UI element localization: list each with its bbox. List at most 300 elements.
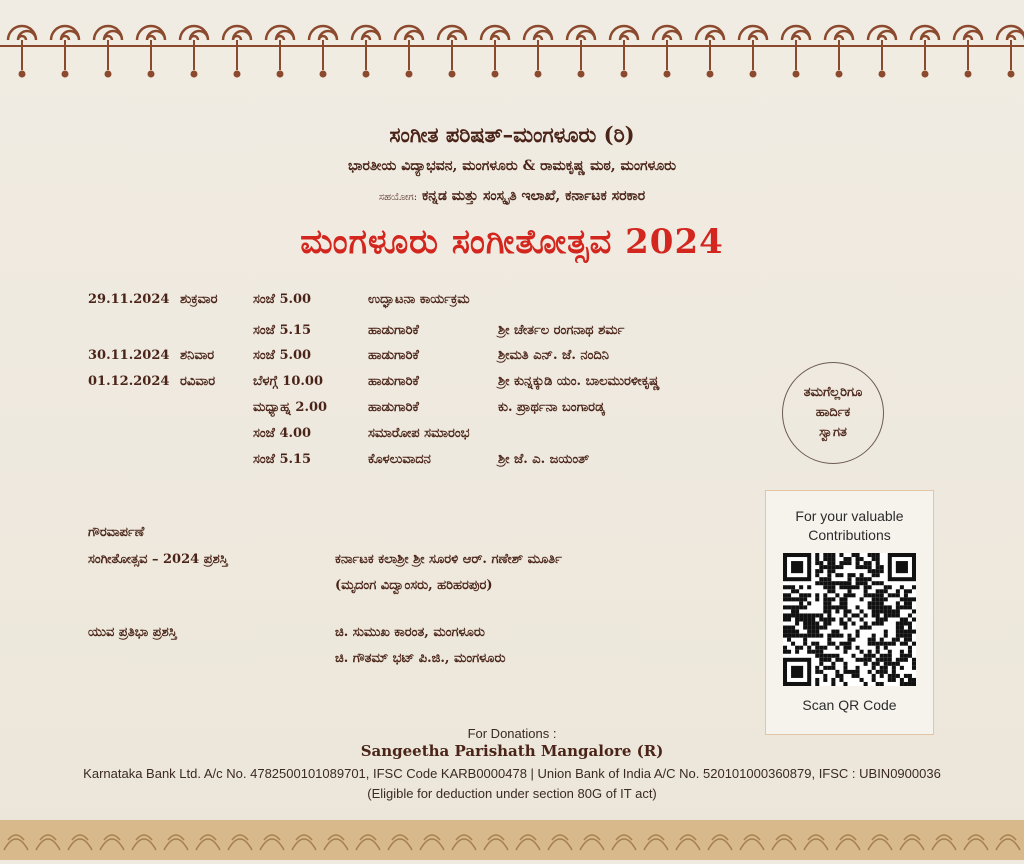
qr-module bbox=[819, 581, 823, 585]
qr-module bbox=[839, 674, 843, 678]
qr-module bbox=[795, 613, 799, 617]
qr-module bbox=[868, 601, 872, 605]
qr-module bbox=[811, 650, 815, 654]
qr-module bbox=[912, 658, 916, 662]
qr-module bbox=[876, 662, 880, 666]
qr-module bbox=[860, 678, 864, 682]
qr-module bbox=[864, 593, 868, 597]
qr-module bbox=[868, 593, 872, 597]
qr-module bbox=[896, 626, 900, 630]
schedule-event: ಕೊಳಲುವಾದನ bbox=[368, 452, 431, 467]
qr-module bbox=[815, 581, 819, 585]
qr-module bbox=[888, 654, 892, 658]
qr-module bbox=[791, 642, 795, 646]
schedule-event: ಸಮಾರೋಪ ಸಮಾರಂಭ bbox=[368, 426, 470, 441]
qr-module bbox=[839, 565, 843, 569]
bottom-motif bbox=[356, 835, 380, 850]
border-spiral bbox=[266, 26, 294, 40]
qr-module bbox=[900, 622, 904, 626]
qr-module bbox=[823, 593, 827, 597]
qr-module bbox=[815, 557, 819, 561]
qr-module bbox=[831, 630, 835, 634]
border-spiral bbox=[739, 26, 767, 40]
qr-module bbox=[819, 617, 823, 621]
qr-module bbox=[791, 605, 795, 609]
qr-module bbox=[815, 597, 819, 601]
qr-module bbox=[884, 630, 888, 634]
qr-module bbox=[839, 561, 843, 565]
border-spiral bbox=[137, 26, 165, 40]
schedule-date: 01.12.2024 bbox=[88, 374, 170, 389]
qr-module bbox=[880, 654, 884, 658]
qr-module bbox=[880, 617, 884, 621]
qr-module bbox=[868, 577, 872, 581]
qr-module bbox=[831, 666, 835, 670]
qr-module bbox=[900, 654, 904, 658]
border-dot bbox=[664, 71, 671, 78]
qr-finder bbox=[896, 561, 908, 573]
qr-module bbox=[908, 650, 912, 654]
qr-module bbox=[892, 642, 896, 646]
qr-module bbox=[803, 597, 807, 601]
qr-module bbox=[892, 638, 896, 642]
qr-module bbox=[815, 646, 819, 650]
qr-module bbox=[835, 674, 839, 678]
qr-module bbox=[843, 650, 847, 654]
qr-module bbox=[823, 557, 827, 561]
border-dot bbox=[449, 71, 456, 78]
qr-module bbox=[831, 553, 835, 557]
qr-module bbox=[843, 585, 847, 589]
qr-module bbox=[872, 605, 876, 609]
qr-module bbox=[876, 569, 880, 573]
award1-label: ಸಂಗೀತೋತ್ಸವ – 2024 ಪ್ರಶಸ್ತಿ bbox=[88, 552, 228, 567]
qr-module bbox=[815, 682, 819, 686]
qr-module bbox=[852, 638, 856, 642]
qr-module bbox=[880, 601, 884, 605]
qr-module bbox=[815, 630, 819, 634]
qr-module bbox=[827, 569, 831, 573]
qr-module bbox=[803, 642, 807, 646]
welcome-line: ಹಾರ್ದಿಕ bbox=[815, 405, 851, 420]
qr-module bbox=[839, 622, 843, 626]
qr-module bbox=[831, 605, 835, 609]
qr-module bbox=[912, 662, 916, 666]
qr-module bbox=[896, 662, 900, 666]
qr-module bbox=[823, 597, 827, 601]
qr-module bbox=[815, 622, 819, 626]
qr-module bbox=[843, 605, 847, 609]
qr-module bbox=[908, 678, 912, 682]
qr-module bbox=[872, 678, 876, 682]
qr-module bbox=[876, 561, 880, 565]
qr-module bbox=[803, 617, 807, 621]
qr-module bbox=[904, 682, 908, 686]
qr-module bbox=[839, 642, 843, 646]
qr-module bbox=[831, 678, 835, 682]
schedule-day: ಶುಕ್ರವಾರ bbox=[180, 292, 218, 307]
qr-module bbox=[831, 585, 835, 589]
qr-module bbox=[783, 613, 787, 617]
qr-module bbox=[884, 597, 888, 601]
schedule-event: ಹಾಡುಗಾರಿಕೆ bbox=[368, 374, 419, 389]
welcome-line: ಸ್ವಾಗತ bbox=[819, 425, 847, 440]
qr-module bbox=[872, 593, 876, 597]
bottom-motif bbox=[164, 835, 188, 850]
qr-module bbox=[908, 613, 912, 617]
qr-module bbox=[912, 642, 916, 646]
qr-module bbox=[872, 642, 876, 646]
qr-module bbox=[876, 646, 880, 650]
border-spiral bbox=[395, 26, 423, 40]
border-spiral bbox=[782, 26, 810, 40]
qr-module bbox=[912, 609, 916, 613]
border-spiral bbox=[180, 26, 208, 40]
qr-module bbox=[827, 561, 831, 565]
qr-module bbox=[783, 597, 787, 601]
qr-module bbox=[839, 601, 843, 605]
qr-code[interactable] bbox=[783, 553, 916, 686]
qr-module bbox=[860, 626, 864, 630]
qr-module bbox=[839, 658, 843, 662]
qr-module bbox=[888, 609, 892, 613]
qr-module bbox=[884, 617, 888, 621]
bottom-motif bbox=[484, 835, 508, 850]
qr-module bbox=[827, 638, 831, 642]
qr-module bbox=[864, 654, 868, 658]
qr-module bbox=[888, 613, 892, 617]
qr-module bbox=[819, 670, 823, 674]
qr-module bbox=[892, 593, 896, 597]
qr-module bbox=[827, 617, 831, 621]
border-dot bbox=[965, 71, 972, 78]
qr-module bbox=[884, 613, 888, 617]
qr-module bbox=[843, 682, 847, 686]
qr-module bbox=[872, 638, 876, 642]
qr-module bbox=[884, 662, 888, 666]
qr-module bbox=[835, 634, 839, 638]
qr-module bbox=[908, 638, 912, 642]
bottom-motif bbox=[964, 835, 988, 850]
qr-module bbox=[807, 634, 811, 638]
qr-module bbox=[908, 654, 912, 658]
border-dot bbox=[62, 71, 69, 78]
qr-module bbox=[839, 553, 843, 557]
bottom-motif bbox=[868, 835, 892, 850]
border-spiral bbox=[696, 26, 724, 40]
qr-module bbox=[791, 613, 795, 617]
bottom-motif bbox=[708, 835, 732, 850]
qr-title-line: For your valuable bbox=[795, 508, 904, 524]
qr-module bbox=[823, 646, 827, 650]
qr-module bbox=[900, 650, 904, 654]
qr-module bbox=[872, 569, 876, 573]
qr-module bbox=[839, 678, 843, 682]
qr-module bbox=[876, 682, 880, 686]
qr-module bbox=[880, 642, 884, 646]
qr-module bbox=[856, 577, 860, 581]
qr-module bbox=[880, 597, 884, 601]
qr-module bbox=[880, 674, 884, 678]
qr-module bbox=[908, 589, 912, 593]
qr-module bbox=[815, 634, 819, 638]
qr-module bbox=[827, 605, 831, 609]
qr-module bbox=[860, 609, 864, 613]
qr-module bbox=[795, 630, 799, 634]
bottom-motif bbox=[36, 835, 60, 850]
bottom-motif bbox=[804, 835, 828, 850]
qr-module bbox=[819, 569, 823, 573]
qr-module bbox=[791, 609, 795, 613]
qr-module bbox=[827, 577, 831, 581]
border-spiral bbox=[868, 26, 896, 40]
qr-module bbox=[900, 585, 904, 589]
border-spiral bbox=[223, 26, 251, 40]
bottom-motif bbox=[100, 835, 124, 850]
qr-module bbox=[864, 622, 868, 626]
border-spiral bbox=[8, 26, 36, 40]
qr-module bbox=[795, 617, 799, 621]
border-dot bbox=[363, 71, 370, 78]
qr-module bbox=[823, 585, 827, 589]
qr-scan-label: Scan QR Code bbox=[802, 697, 897, 713]
qr-module bbox=[856, 630, 860, 634]
qr-module bbox=[896, 613, 900, 617]
qr-module bbox=[864, 577, 868, 581]
qr-module bbox=[892, 666, 896, 670]
qr-module bbox=[847, 593, 851, 597]
bottom-motif bbox=[68, 835, 92, 850]
qr-module bbox=[888, 662, 892, 666]
qr-module bbox=[835, 573, 839, 577]
bottom-motif bbox=[740, 835, 764, 850]
qr-module bbox=[783, 634, 787, 638]
qr-module bbox=[843, 622, 847, 626]
qr-module bbox=[839, 605, 843, 609]
qr-module bbox=[884, 642, 888, 646]
qr-module bbox=[787, 613, 791, 617]
qr-module bbox=[880, 581, 884, 585]
schedule-time: ಬೆಳಗ್ಗೆ 10.00 bbox=[253, 374, 323, 389]
qr-module bbox=[815, 553, 819, 557]
qr-module bbox=[835, 593, 839, 597]
qr-module bbox=[831, 682, 835, 686]
border-dot bbox=[578, 71, 585, 78]
qr-module bbox=[819, 662, 823, 666]
qr-module bbox=[803, 638, 807, 642]
qr-module bbox=[868, 553, 872, 557]
qr-module bbox=[831, 581, 835, 585]
qr-module bbox=[908, 601, 912, 605]
qr-module bbox=[803, 605, 807, 609]
qr-module bbox=[896, 589, 900, 593]
qr-module bbox=[783, 650, 787, 654]
qr-module bbox=[839, 597, 843, 601]
qr-module bbox=[843, 670, 847, 674]
qr-module bbox=[843, 557, 847, 561]
qr-module bbox=[896, 609, 900, 613]
qr-module bbox=[912, 585, 916, 589]
qr-module bbox=[892, 670, 896, 674]
qr-module bbox=[888, 593, 892, 597]
qr-module bbox=[847, 609, 851, 613]
qr-module bbox=[811, 617, 815, 621]
qr-module bbox=[864, 682, 868, 686]
qr-module bbox=[787, 650, 791, 654]
qr-module bbox=[847, 589, 851, 593]
qr-module bbox=[807, 646, 811, 650]
qr-module bbox=[900, 682, 904, 686]
qr-module bbox=[904, 605, 908, 609]
qr-module bbox=[787, 597, 791, 601]
qr-module bbox=[831, 565, 835, 569]
qr-module bbox=[795, 622, 799, 626]
schedule-event: ಹಾಡುಗಾರಿಕೆ bbox=[368, 323, 419, 338]
schedule-artist: ಶ್ರೀ ಕುನ್ನಕ್ಕುಡಿ ಯಂ. ಬಾಲಮುರಳೀಕೃಷ್ಣ bbox=[498, 374, 660, 389]
qr-module bbox=[892, 609, 896, 613]
qr-module bbox=[835, 670, 839, 674]
qr-module bbox=[880, 593, 884, 597]
border-dot bbox=[1008, 71, 1015, 78]
qr-module bbox=[815, 678, 819, 682]
qr-module bbox=[835, 605, 839, 609]
qr-module bbox=[852, 622, 856, 626]
qr-module bbox=[896, 674, 900, 678]
border-spiral bbox=[524, 26, 552, 40]
qr-module bbox=[880, 666, 884, 670]
qr-module bbox=[904, 642, 908, 646]
schedule-event: ಹಾಡುಗಾರಿಕೆ bbox=[368, 400, 419, 415]
qr-module bbox=[904, 601, 908, 605]
qr-module bbox=[860, 557, 864, 561]
qr-module bbox=[864, 561, 868, 565]
qr-module bbox=[912, 617, 916, 621]
border-dot bbox=[707, 71, 714, 78]
qr-module bbox=[900, 658, 904, 662]
qr-module bbox=[884, 605, 888, 609]
bottom-motif bbox=[420, 835, 444, 850]
qr-module bbox=[827, 589, 831, 593]
qr-module bbox=[880, 622, 884, 626]
qr-module bbox=[892, 674, 896, 678]
bottom-motif bbox=[292, 835, 316, 850]
qr-module bbox=[843, 646, 847, 650]
qr-module bbox=[835, 609, 839, 613]
border-dot bbox=[793, 71, 800, 78]
qr-module bbox=[823, 605, 827, 609]
qr-module bbox=[856, 634, 860, 638]
qr-module bbox=[827, 613, 831, 617]
qr-module bbox=[872, 553, 876, 557]
qr-module bbox=[876, 658, 880, 662]
donation-bank-details: Karnataka Bank Ltd. A/c No. 4782500101089701, IFSC Code KARB0000478 | Union Bank of India A/C No. 520101000360879, IFSC : UBIN0900036 bbox=[83, 766, 941, 781]
bottom-motif bbox=[900, 835, 924, 850]
qr-module bbox=[811, 626, 815, 630]
qr-module bbox=[827, 573, 831, 577]
qr-module bbox=[908, 597, 912, 601]
qr-module bbox=[856, 670, 860, 674]
qr-module bbox=[843, 597, 847, 601]
qr-module bbox=[847, 581, 851, 585]
qr-module bbox=[843, 609, 847, 613]
qr-module bbox=[823, 622, 827, 626]
qr-module bbox=[843, 642, 847, 646]
qr-module bbox=[884, 670, 888, 674]
qr-module bbox=[872, 654, 876, 658]
qr-module bbox=[819, 577, 823, 581]
qr-module bbox=[884, 609, 888, 613]
qr-module bbox=[904, 622, 908, 626]
qr-module bbox=[868, 654, 872, 658]
bottom-motif bbox=[516, 835, 540, 850]
schedule-time: ಸಂಜೆ 5.00 bbox=[253, 348, 312, 363]
bottom-motif bbox=[580, 835, 604, 850]
qr-module bbox=[819, 626, 823, 630]
qr-module bbox=[896, 634, 900, 638]
qr-module bbox=[880, 670, 884, 674]
qr-panel bbox=[765, 490, 934, 735]
qr-module bbox=[864, 585, 868, 589]
qr-module bbox=[823, 678, 827, 682]
qr-module bbox=[803, 613, 807, 617]
qr-module bbox=[795, 605, 799, 609]
qr-module bbox=[872, 557, 876, 561]
sponsor-name: ಕನ್ನಡ ಮತ್ತು ಸಂಸ್ಕೃತಿ ಇಲಾಖೆ, ಕರ್ನಾಟಕ ಸರಕಾರ bbox=[421, 188, 646, 204]
qr-module bbox=[823, 654, 827, 658]
qr-module bbox=[827, 557, 831, 561]
qr-module bbox=[819, 658, 823, 662]
qr-module bbox=[795, 597, 799, 601]
qr-module bbox=[896, 605, 900, 609]
qr-module bbox=[872, 622, 876, 626]
qr-module bbox=[791, 589, 795, 593]
qr-module bbox=[843, 593, 847, 597]
qr-module bbox=[876, 589, 880, 593]
qr-module bbox=[783, 585, 787, 589]
border-spiral bbox=[352, 26, 380, 40]
qr-module bbox=[856, 585, 860, 589]
qr-module bbox=[868, 565, 872, 569]
border-dot bbox=[19, 71, 26, 78]
bottom-motif bbox=[260, 835, 284, 850]
qr-module bbox=[912, 678, 916, 682]
qr-module bbox=[847, 634, 851, 638]
qr-module bbox=[856, 646, 860, 650]
border-spiral bbox=[51, 26, 79, 40]
border-dot bbox=[922, 71, 929, 78]
qr-module bbox=[888, 658, 892, 662]
qr-module bbox=[791, 585, 795, 589]
qr-module bbox=[900, 678, 904, 682]
qr-module bbox=[835, 581, 839, 585]
organization-name: ಸಂಗೀತ ಪರಿಷತ್–ಮಂಗಳೂರು (ರಿ) bbox=[389, 122, 635, 147]
qr-module bbox=[884, 666, 888, 670]
qr-module bbox=[904, 617, 908, 621]
qr-module bbox=[892, 613, 896, 617]
qr-module bbox=[847, 617, 851, 621]
bottom-motif bbox=[196, 835, 220, 850]
qr-module bbox=[864, 613, 868, 617]
qr-module bbox=[835, 646, 839, 650]
qr-module bbox=[900, 642, 904, 646]
qr-module bbox=[815, 654, 819, 658]
qr-module bbox=[908, 682, 912, 686]
qr-module bbox=[852, 613, 856, 617]
bottom-motif bbox=[612, 835, 636, 850]
qr-module bbox=[835, 565, 839, 569]
schedule-time: ಮಧ್ಯಾಹ್ನ 2.00 bbox=[253, 400, 328, 415]
qr-module bbox=[888, 650, 892, 654]
